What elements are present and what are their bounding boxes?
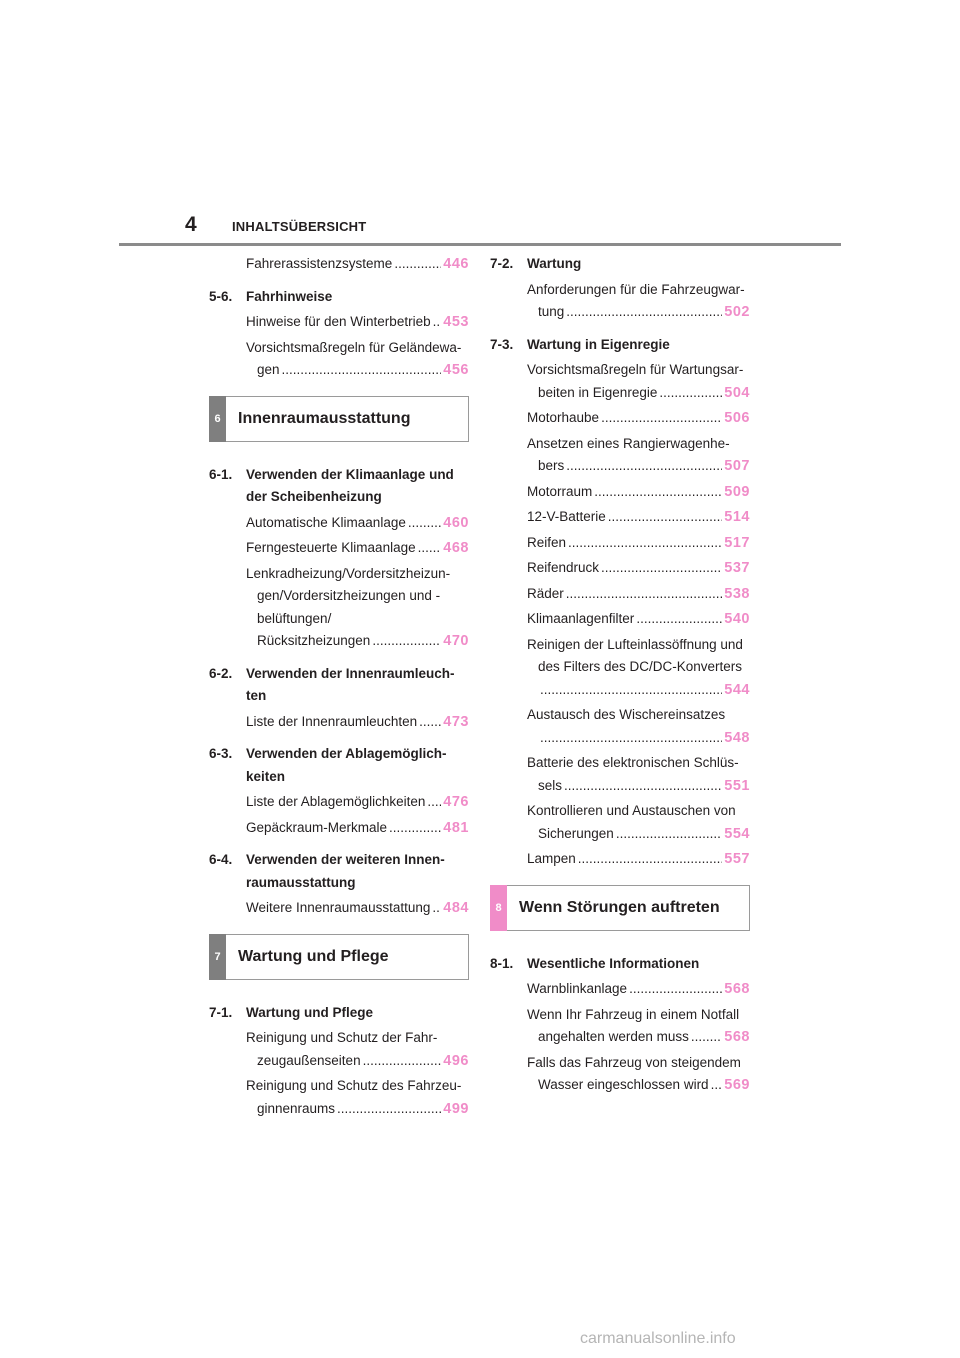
toc-item-text: Motorraum [527, 483, 593, 499]
page-ref[interactable]: 537 [724, 560, 750, 576]
toc-item-text: Liste der Ablagemöglichkeiten [246, 794, 426, 809]
dot-leader [363, 1050, 442, 1073]
chapter-box [490, 885, 750, 931]
dot-leader [419, 711, 441, 734]
toc-item-row [527, 455, 750, 478]
dot-leader [568, 532, 722, 555]
toc-item[interactable] [527, 532, 750, 555]
toc-item-text: Austausch des Wischereinsatzes [527, 707, 726, 722]
page-ref[interactable]: 506 [724, 410, 750, 426]
chapter-tab: 6 [209, 396, 226, 442]
toc-item-row [527, 382, 750, 405]
toc-item-text: Batterie des elektronischen Schlüs- [527, 755, 739, 770]
toc-item-text: Warnblinkanlage [527, 981, 628, 996]
dot-leader [564, 775, 722, 798]
toc-item-text: Vorsichtsmaßregeln für Geländewa- [246, 339, 462, 355]
toc-item-row [527, 481, 750, 504]
page-ref[interactable]: 568 [724, 981, 750, 997]
toc-item-text: Falls das Fahrzeug von steigendem [527, 1054, 741, 1070]
toc-item[interactable] [246, 1027, 469, 1072]
toc-item-text: zeugaußenseiten [257, 1052, 361, 1068]
section-title: Verwenden der Innenraumleuch- [246, 665, 455, 681]
toc-item-text: Motorhaube [527, 410, 600, 425]
page-ref[interactable]: 514 [724, 509, 750, 525]
chapter-tab: 7 [209, 934, 226, 980]
dot-leader [566, 583, 723, 606]
toc-item-row [527, 848, 750, 871]
page-ref[interactable]: 499 [443, 1100, 469, 1117]
page-ref[interactable]: 504 [724, 384, 750, 401]
page-number: 4 [185, 213, 197, 236]
toc-item-row [246, 359, 469, 382]
section-title: Wartung und Pflege [246, 1004, 373, 1020]
section-title: keiten [246, 768, 286, 784]
chapter-title: Wartung und Pflege [238, 947, 389, 965]
toc-item-row [246, 537, 469, 560]
toc-item-text: Gepäckraum-Merkmale [246, 819, 388, 835]
toc-item-text: Vorsichtsmaßregeln für Wartungsar- [527, 362, 744, 377]
toc-item[interactable] [527, 481, 750, 504]
toc-item-text: Hinweise für den Winterbetrieb [246, 314, 431, 329]
page-ref[interactable]: 557 [724, 851, 750, 867]
toc-item-row [527, 978, 750, 1001]
section-number: 8-1. [490, 955, 514, 971]
dot-leader [608, 506, 723, 529]
toc-item[interactable] [527, 704, 750, 749]
toc-item[interactable] [527, 752, 750, 797]
dot-leader [282, 359, 442, 382]
section-heading [490, 334, 750, 357]
page-ref[interactable]: 456 [443, 362, 469, 378]
page-ref[interactable]: 548 [724, 729, 750, 746]
dot-leader [566, 455, 722, 478]
section-title: Wartung in Eigenregie [527, 336, 670, 352]
page-ref[interactable]: 509 [724, 483, 750, 500]
toc-item-text: gen/Vordersitzheizungen und - [257, 588, 441, 603]
toc-item[interactable] [527, 848, 750, 871]
page-ref[interactable]: 496 [443, 1052, 469, 1069]
page-ref[interactable]: 446 [443, 256, 469, 272]
page-ref[interactable]: 554 [724, 825, 750, 842]
toc-item-row [246, 253, 469, 276]
toc-item-row [527, 1026, 750, 1049]
section-title: der Scheibenheizung [246, 489, 382, 504]
section-heading [209, 849, 469, 894]
toc-item-text: beiten in Eigenregie [538, 384, 658, 400]
section-title: Verwenden der Ablagemöglich- [246, 746, 447, 761]
toc-item[interactable] [246, 311, 469, 334]
page-ref[interactable]: 476 [443, 794, 469, 810]
section-number: 7-2. [490, 256, 514, 271]
section-title: Wesentliche Informationen [527, 955, 700, 971]
dot-leader [418, 537, 442, 560]
toc-item-row [527, 679, 750, 702]
toc-item[interactable] [246, 512, 469, 535]
toc-column-right [490, 253, 750, 1097]
section-heading [209, 464, 469, 509]
toc-item-row [246, 311, 469, 334]
section-heading [490, 953, 750, 976]
toc-item-text: Sicherungen [538, 825, 614, 841]
toc-item[interactable] [527, 557, 750, 580]
toc-item-text: Wasser eingeschlossen wird [538, 1077, 709, 1092]
toc-item[interactable] [527, 634, 750, 702]
section-number: 6-2. [209, 665, 233, 681]
toc-column-left [209, 253, 469, 1120]
toc-item-row [527, 1074, 750, 1097]
section-number: 6-1. [209, 466, 233, 482]
section-heading [209, 1002, 469, 1025]
toc-item[interactable] [527, 1052, 750, 1097]
page-ref[interactable]: 544 [724, 681, 750, 698]
page-ref[interactable]: 507 [724, 458, 750, 474]
section-heading [209, 743, 469, 788]
toc-item-row [246, 897, 469, 920]
toc-item-row [246, 630, 469, 653]
dot-leader [372, 630, 441, 653]
toc-item-text: Weitere Innenraumausstattung [246, 900, 431, 915]
toc-item-text: Anforderungen für die Fahrzeugwar- [527, 281, 745, 297]
toc-item-text: Reinigen der Lufteinlassöffnung und [527, 636, 743, 652]
dot-leader [601, 557, 722, 580]
toc-item-text: Wenn Ihr Fahrzeug in einem Notfall [527, 1006, 740, 1022]
toc-item-row [527, 775, 750, 798]
toc-item-row [527, 727, 750, 750]
toc-item[interactable] [246, 563, 469, 653]
toc-item-row [527, 532, 750, 555]
page-ref[interactable]: 568 [724, 1029, 750, 1045]
section-heading [209, 663, 469, 708]
toc-item-text: angehalten werden muss [538, 1029, 689, 1044]
toc-item[interactable] [527, 359, 750, 404]
toc-item-text: Räder [527, 585, 564, 601]
toc-item-text: ginnenraums [257, 1100, 336, 1116]
toc-item[interactable] [527, 433, 750, 478]
toc-item[interactable] [246, 253, 469, 276]
dot-leader [616, 823, 722, 846]
toc-item-text: sels [538, 777, 563, 793]
toc-item-row [527, 823, 750, 846]
toc-item-text: Ansetzen eines Rangierwagenhe- [527, 435, 730, 451]
dot-leader [629, 978, 722, 1001]
page-ref[interactable]: 473 [443, 713, 469, 730]
toc-item-text: belüftungen/ [257, 610, 332, 626]
dot-leader [408, 512, 441, 535]
page-ref[interactable]: 453 [443, 314, 469, 330]
toc-item[interactable] [527, 1004, 750, 1049]
dot-leader [389, 817, 441, 840]
section-number: 6-3. [209, 746, 233, 761]
toc-item-row [246, 791, 469, 814]
page-ref[interactable]: 502 [724, 304, 750, 320]
toc-item-row [246, 1050, 469, 1073]
toc-item-text: des Filters des DC/DC-Konverters [538, 659, 743, 674]
toc-item-text: gen [257, 362, 280, 377]
watermark: carmanualsonline.info [580, 1330, 736, 1347]
toc-item[interactable] [527, 608, 750, 631]
dot-leader [540, 679, 722, 702]
section-title: raumausstattung [246, 874, 356, 890]
toc-item-text: 12-V-Batterie [527, 509, 606, 524]
toc-item[interactable] [527, 407, 750, 430]
page-ref[interactable]: 540 [724, 611, 750, 627]
toc-item-text: Liste der Innenraumleuchten [246, 713, 418, 729]
page-ref[interactable]: 551 [724, 777, 750, 794]
toc-item[interactable] [246, 897, 469, 920]
toc-item-row [527, 407, 750, 430]
section-title: Fahrhinweise [246, 288, 333, 304]
toc-item-row [246, 711, 469, 734]
toc-item-text: tung [538, 304, 565, 319]
toc-item-text: Reifen [527, 534, 567, 550]
toc-item[interactable] [246, 791, 469, 814]
toc-item-row [246, 817, 469, 840]
dot-leader [594, 481, 722, 504]
page-ref[interactable]: 538 [724, 585, 750, 602]
toc-item[interactable] [246, 537, 469, 560]
toc-item[interactable] [527, 583, 750, 606]
dot-leader [394, 253, 441, 276]
page-ref[interactable]: 517 [724, 534, 750, 551]
dot-leader [540, 727, 722, 750]
dot-leader [432, 897, 441, 920]
toc-item-text: bers [538, 458, 565, 473]
section-number: 7-3. [490, 336, 514, 352]
toc-item-text: Rücksitzheizungen [257, 633, 371, 648]
toc-item-text: Lenkradheizung/Vordersitzheizun- [246, 565, 451, 581]
toc-item-text: Lampen [527, 851, 576, 866]
chapter-box [209, 396, 469, 442]
header-title: INHALTSÜBERSICHT [232, 219, 367, 234]
section-number: 5-6. [209, 288, 233, 304]
page-ref[interactable]: 470 [443, 633, 469, 649]
toc-item[interactable] [527, 506, 750, 529]
toc-item-row [527, 583, 750, 606]
page-ref[interactable]: 484 [443, 900, 469, 916]
section-number: 7-1. [209, 1004, 233, 1020]
toc-item-text: Klimaanlagenfilter [527, 611, 635, 626]
toc-item-text: Ferngesteuerte Klimaanlage [246, 540, 416, 555]
toc-item[interactable] [246, 711, 469, 734]
header-rule [119, 243, 841, 246]
toc-item[interactable] [246, 1075, 469, 1120]
dot-leader [691, 1026, 722, 1049]
page-ref[interactable]: 460 [443, 514, 469, 531]
toc-item-row [246, 512, 469, 535]
toc-item-row [527, 506, 750, 529]
chapter-title: Innenraumausstattung [238, 409, 411, 427]
toc-item[interactable] [527, 279, 750, 324]
dot-leader [636, 608, 722, 631]
toc-item-text: Reinigung und Schutz der Fahr- [246, 1030, 438, 1045]
toc-item-row [527, 608, 750, 631]
dot-leader [578, 848, 723, 871]
dot-leader [711, 1074, 723, 1097]
page-ref[interactable]: 481 [443, 819, 469, 836]
dot-leader [566, 301, 722, 324]
dot-leader [427, 791, 441, 814]
page-ref[interactable]: 569 [724, 1077, 750, 1093]
chapter-box [209, 934, 469, 980]
dot-leader [337, 1098, 441, 1121]
chapter-tab: 8 [490, 885, 507, 931]
dot-leader [659, 382, 722, 405]
section-title: Wartung [527, 256, 582, 271]
section-title: Verwenden der Klimaanlage und [246, 466, 454, 482]
toc-item-row [246, 1098, 469, 1121]
toc-item-row [527, 301, 750, 324]
toc-item[interactable] [246, 337, 469, 382]
dot-leader [601, 407, 722, 430]
page-ref[interactable]: 468 [443, 540, 469, 556]
dot-leader [433, 311, 442, 334]
toc-item[interactable] [527, 800, 750, 845]
toc-item-row [527, 557, 750, 580]
toc-item[interactable] [527, 978, 750, 1001]
toc-item[interactable] [246, 817, 469, 840]
section-heading [490, 253, 750, 276]
toc-item-text: Kontrollieren und Austauschen von [527, 803, 736, 818]
section-title: ten [246, 688, 267, 703]
toc-item-text: Reinigung und Schutz des Fahrzeu- [246, 1078, 462, 1093]
toc-item-text: Fahrerassistenzsysteme [246, 256, 393, 271]
chapter-title: Wenn Störungen auftreten [519, 898, 720, 916]
toc-item-text: Reifendruck [527, 560, 600, 575]
section-number: 6-4. [209, 852, 233, 867]
section-title: Verwenden der weiteren Innen- [246, 852, 445, 867]
section-heading [209, 286, 469, 309]
toc-item-text: Automatische Klimaanlage [246, 514, 406, 530]
